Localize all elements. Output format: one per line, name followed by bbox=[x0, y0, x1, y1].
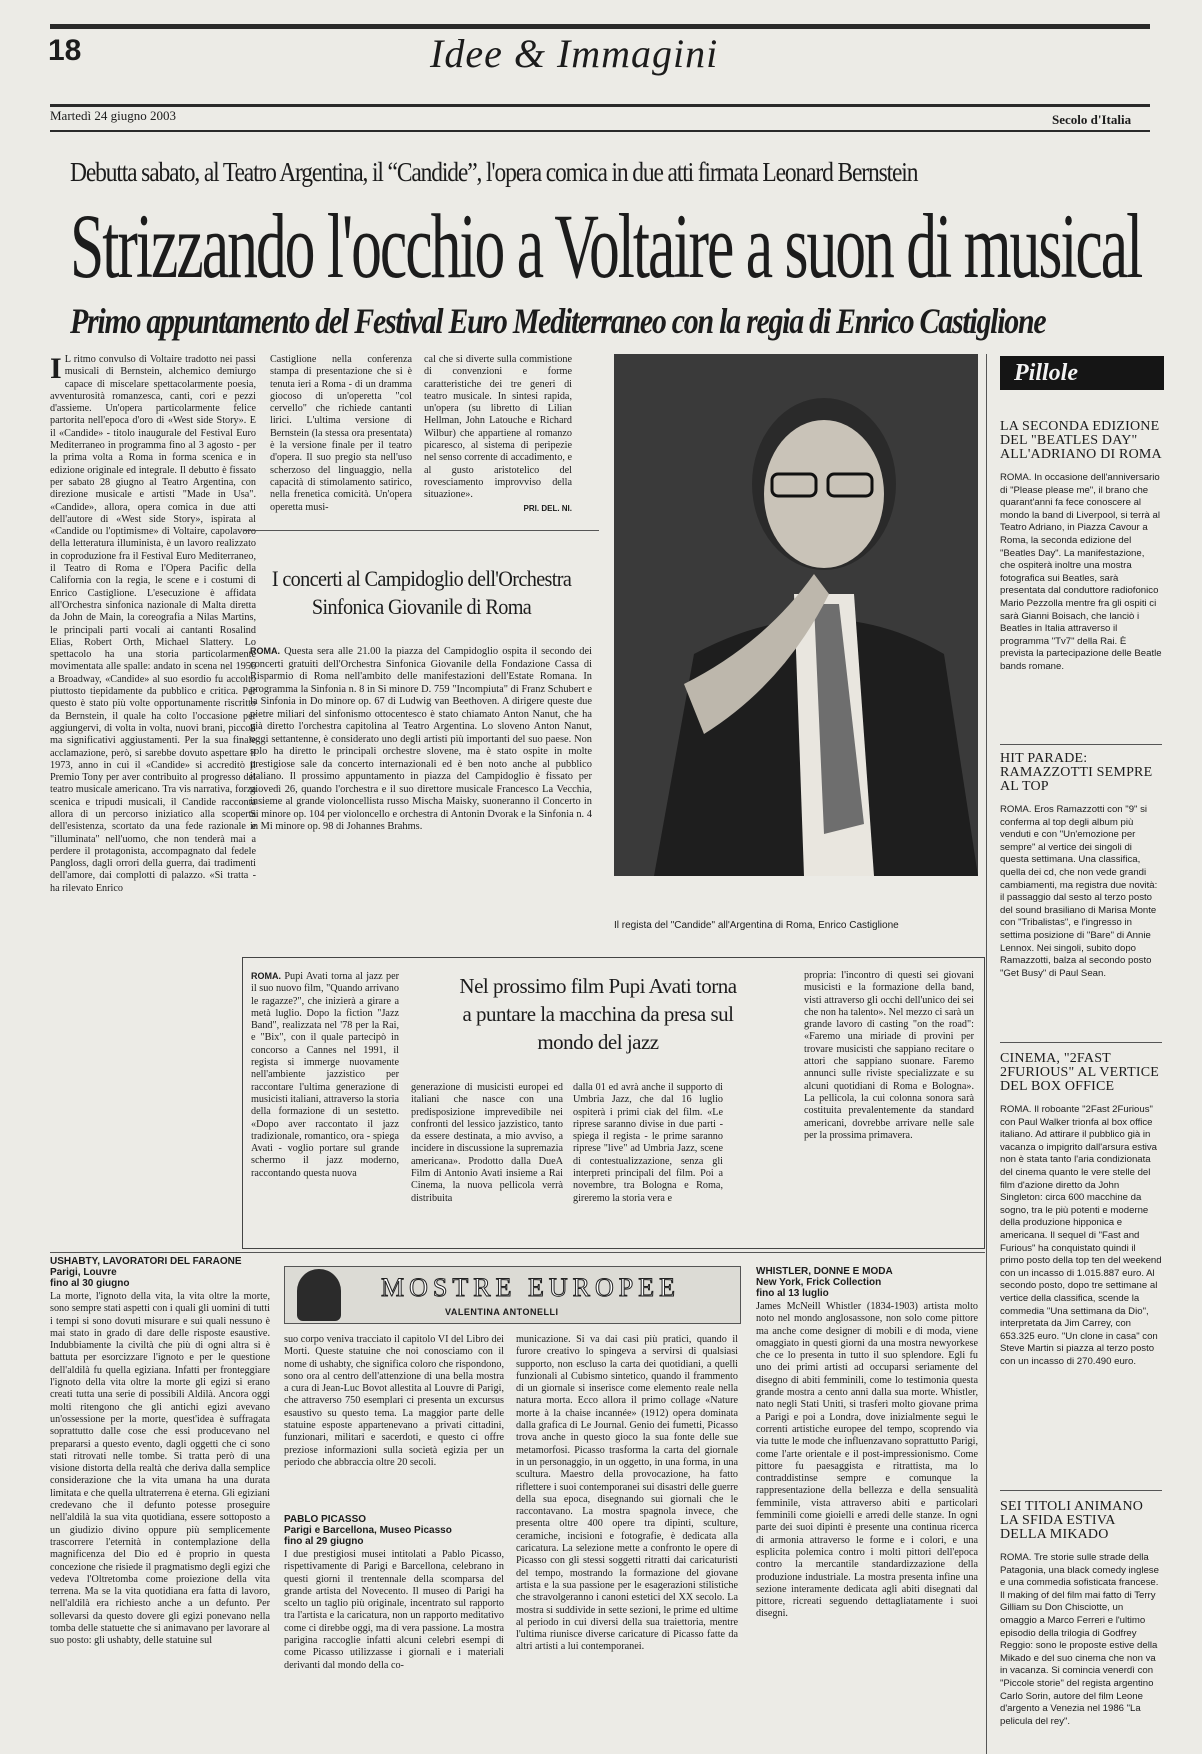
pillole-item-body: ROMA. Tre storie sulle strade della Patagonia, una black comedy inglese e una commedia sofisticata francese. Il making of del film mai fatto di Terry Gilliam su Don Chisciotte, un omaggio a Marco Ferreri e l'ultimo episodio della trilogia di Godfrey Reggio: sono le proposte estive della Mikado e del suo cinema che non va in vacanza. Si comincia venerdì con "Piccole storie" del regista argentino Carlo Sorin, autore del film Leone d'argento a Venezia nel 1986 "La pelicula del rey". bbox=[1000, 1552, 1159, 1727]
photo-caption: Il regista del "Candide" all'Argentina di Roma, Enrico Castiglione bbox=[614, 920, 899, 931]
campidoglio-headline: I concerti al Campidoglio dell'Orchestra Sinfonica Giovanile di Roma bbox=[271, 566, 572, 619]
lead-headline: Strizzando l'occhio a Voltaire a suon di musical bbox=[70, 195, 1142, 297]
campidoglio-dateline: ROMA. bbox=[250, 646, 280, 656]
picasso-until: fino al 29 giugno bbox=[284, 1536, 364, 1547]
avati-col4: propria: l'incontro di questi sei giovani musicisti e la formazione della band, visti attraverso gli occhi dell'unico dei sei che non ha talento». Nel mezzo ci sarà un grande lavoro di casting "on the road": «Faremo una miriade di provini per trovare musicisti che sappiano recitare o attori che sappiano suonare. Faremo annunci sulle riviste specializzate e su alcuni quotidiani di Roma e Bologna». La pellicola, la cui colonna sonora sarà costituita prevalentemente da standard americani, dovrebbe arrivare nelle sale per la prossima primavera. bbox=[804, 970, 974, 1141]
pillole-item-body: ROMA. In occasione dell'anniversario di "Please please me", il brano che quarant'anni fa fece conoscere al mondo la band di Liverpool, si terrà al Teatro Adriano, in Piazza Cavour a Roma, la seconda edizione del "Beatles Day". La manifestazione, che ospiterà inoltre una mostra fotografica sui Beatles, sarà presentata dal conduttore radiofonico Mario Pezzolla mentre fra gli ospiti ci sarà Gianni Boisach, che lanciò i Beatles in Italia attraverso il programma "Tv7" della Rai. È prevista la partecipazione delle Beatle bands romane. bbox=[1000, 472, 1162, 672]
lead-body-col1-text: L ritmo convulso di Voltaire tradotto nei passi musicali di Bernstein, alchemico demiurgo capace di miscelare spettacolarmente poesia, avventurosità romanzesca, canti, cori e pezzi d'assieme. Un'opera particolarmente felice partorita nell'epoca d'oro di «West side Story». E il «Candide» - titolo inaugurale del Festival Euro Mediterraneo in programma fino al 3 agosto - per la prima volta a Roma in forma scenica e in edizione originale ed integrale. Il debutto è fissato per sabato 28 giugno al Teatro Argentina, con direzione musicale e artisti "Made in Usa". «Candide», allora, opera comica in due atti dell'autore di «West side Story», ispirata al «Candide ou l'optimisme» di Voltaire, capolavoro della letteratura illuminista, è un lavoro realizzato in coproduzione fra il Festival Euro Mediterraneo, il Teatro di Roma e l'Opera Pacific della California con la regia, le scene e i costumi di Enrico Castiglione. L'esecuzione è affidata all'Orchestra sinfonica nazionale di Malta diretta da John de Main, la coreografia a Nilas Martins, le principali parti vocali ai cantanti Rosalind Elias, Robert Orth, Michael Slattery. Lo spettacolo ha una storia particolarmente movimentata alle spalle: andato in scena nel 1956 a Broadway, «Candide» al suo esordio fu accolto piuttosto tiepidamente da pubblico e critica. Per questo è stato più volte opportunamente riscritto da Bernstein, il quale ha colto l'occasione per aggiungervi, di volta in volta, nuovi brani, piccoli ma significativi aggiustamenti. Per la sua finale acclamazione, però, si sarebbe dovuto aspettare il 1973, anno in cui il «Candide» si accreditò il Premio Tony per aver contribuito al progresso del teatro musicale americano. Tra vis narrativa, forza scenica e tripudi musicali, il Candide racconta allora di un percorso iniziatico alla scoperta dell'esistenza, scortato da una fede razionale e "illuminata" nell'uomo, che non tenderà mai a perdere il protagonista, accompagnato dal fedele Pangloss, dagli orrori della guerra, dai tradimenti dell'amore, dai complotti di palazzo. «Si tratta - ha rilevato Enrico bbox=[50, 354, 256, 894]
pillole-item-cinema bbox=[1000, 1052, 1162, 1502]
ushabty-place: Parigi, Louvre bbox=[50, 1267, 117, 1278]
whistler-place: New York, Frick Collection bbox=[756, 1277, 882, 1288]
top-rule bbox=[50, 24, 1150, 29]
drop-cap: I bbox=[50, 354, 62, 385]
whistler-body: James McNeill Whistler (1834-1903) artista molto noto nel mondo anglosassone, non solo come pittore ma anche come designer di mobili e di moda, viene omaggiato in questi giorni da una mostra newyorkese che ce lo presenta in tutto il suo splendore. Egli fu uno dei primi artisti ad occuparsi seriamente del disegno di abiti femminili, come lo testimonia questa grande mostra a cento anni dalla sua morte. Whistler, nato negli Stati Uniti, si trasferì molto giovane prima a Parigi e poi a Londra, dove inizialmente seguì le correnti artistiche europee del tempo, scoprendo via via tutte le mode che influenzavano soprattutto Parigi, come l'arte orientale e il post-impressionismo. Come pittore fu paesaggista e ritrattista, ma lo contraddistinse sempre e comunque la rappresentazione della bellezza e della sensualità femminile, vista attraverso abiti e particolari femminili come gioielli e arredi delle stanze. In ogni parte dei suoi dipinti è presente una continua ricerca di armonia attraverso le forme e i colori, e una esplicita polemica contro i molti pittori dell'epoca contro la mercantile standardizzazione della produzione industriale. La mostra presenta infine una sezione interamente dedicata agli abiti disegnati dal pittore, ricreati seguendo dettagliatamente i suoi disegni. bbox=[756, 1301, 978, 1620]
whistler-article bbox=[756, 1266, 978, 1746]
pillole-header-text: Pillole bbox=[1014, 359, 1078, 386]
picasso-article bbox=[284, 1514, 504, 1746]
whistler-title: WHISTLER, DONNE E MODA bbox=[756, 1266, 893, 1277]
masthead-rule-bottom bbox=[50, 130, 1150, 132]
section-title bbox=[430, 30, 718, 77]
pillole-column bbox=[1000, 356, 1166, 1754]
pillole-item-body: ROMA. Eros Ramazzotti con "9" si conferma al top degli album più venduti e con "Un'emozione per sempre" al vertice dei singoli di questa settimana. Una classifica, quella dei cd, che non vede grandi cambiamenti, ma registra due novità: il passaggio dal sesto al terzo posto del sound brasiliano di Marisa Monte con "Tribalistas", e l'ingresso in settima posizione di "Bare" di Annie Lennox. Nei singoli, subito dopo Ramazzotti, balza al secondo posto "Get Busy" di Paul Sean. bbox=[1000, 804, 1158, 979]
whistler-until: fino al 13 luglio bbox=[756, 1288, 829, 1299]
lead-signature: PRI. DEL. NI. bbox=[523, 503, 572, 513]
pillole-item-title: LA SECONDA EDIZIONE DEL "BEATLES DAY" ALL'ADRIANO DI ROMA bbox=[1000, 419, 1162, 462]
ushabty-article bbox=[50, 1256, 270, 1746]
director-photo bbox=[614, 354, 978, 876]
lead-body-col2: Castiglione nella conferenza stampa di presentazione che si è tenuta ieri a Roma - di un dramma giocoso di un'operetta "col cervello" che richiede cantanti lirici. L'ultima versione di Bernstein (la stessa ora presentata) è la versione finale per il teatro d'opera. Il suo pregio sta nell'uso scherzoso del linguaggio, nella capacità di stimolamento satirico, nella frenetica comicità. Un'opera operetta musi- bbox=[270, 354, 412, 513]
page-date: Martedì 24 giugno 2003 bbox=[50, 108, 177, 123]
pillole-item-mikado bbox=[1000, 1500, 1162, 1752]
pillole-separator bbox=[1000, 1490, 1162, 1491]
mostre-author: VALENTINA ANTONELLI bbox=[445, 1307, 559, 1317]
pillole-separator bbox=[1000, 744, 1162, 745]
picasso-place: Parigi e Barcellona, Museo Picasso bbox=[284, 1525, 452, 1536]
lead-kicker: Debutta sabato, al Teatro Argentina, il “Candide”, l'opera comica in due atti firmata Leonard Bernstein bbox=[70, 157, 918, 187]
avati-headline: Nel prossimo film Pupi Avati torna a puntare la macchina da presa sul mondo del jazz bbox=[459, 974, 737, 1054]
pillole-item-beatles bbox=[1000, 420, 1162, 740]
mostre-banner-title: MOSTRE EUROPEE bbox=[381, 1273, 680, 1302]
avati-col1 bbox=[251, 970, 399, 1238]
ushabty-title: USHABTY, LAVORATORI DEL FARAONE bbox=[50, 1256, 242, 1267]
director-portrait bbox=[614, 354, 978, 876]
avati-col1-text: Pupi Avati torna al jazz per il suo nuovo film, "Quando arrivano le ragazze?", che inizierà a girare a metà luglio. Dopo la fiction "Jazz Band", realizzata nel '78 per la Rai, e "Bix", con il quale partecipò in concorso a Cannes nel 1991, il regista si immerge nuovamente nell'ambiente jazzistico per raccontare l'ultima generazione di musicisti italiani, attraverso la storia della formazione di un sestetto. «Dopo aver raccontato il jazz tradizionale, romantico, ora - spiega Avati - voglio portare sul grande schermo il jazz moderno, raccontando questa nuova bbox=[251, 971, 399, 1179]
ushabty-until: fino al 30 giugno bbox=[50, 1278, 130, 1289]
newspaper-name: Secolo d'Italia bbox=[1052, 112, 1132, 127]
picasso-title: PABLO PICASSO bbox=[284, 1514, 367, 1525]
avati-col2: generazione di musicisti europei ed italiani che nasce con una predisposizione imprevedibile nei confronti del lessico jazzistico, tanto da essere destinata, a mio avviso, a incidere in discussione la supremazia americana». Prodotto dalla DueA Film di Antonio Avati insieme a Rai Cinema, la nuova pellicola verrà distribuita bbox=[411, 1082, 563, 1204]
avati-box bbox=[242, 957, 985, 1249]
pillole-separator bbox=[1000, 1042, 1162, 1043]
pillole-item-body: ROMA. Il roboante "2Fast 2Furious" con Paul Walker trionfa al box office italiano. Ad attirare il pubblico già in vacanza o impigrito dall'arsura estiva non è stata tanto l'aria condizionata del cinema quanto le vere stelle del film d'azione diretto da John Singleton: circa 600 macchine da sogno, tra le più potenti e moderne della produzione hipponica e americana. Il sequel di "Fast and Furious" ha conquistato quindi il primo posto della top ten del weekend con un incasso di 1.015.887 euro. Al secondo posto, dopo tre settimane al vertice della classifica, scende la commedia "Una settimana da Dio", interpretata da Jim Carrey, con 653.325 euro. "Un clone in casa" con Steve Martin si piazza al terzo posto con un incasso di 270.490 euro. bbox=[1000, 1104, 1162, 1367]
section-title-text: Idee & Immagini bbox=[430, 31, 719, 76]
page-number: 18 bbox=[48, 34, 82, 67]
campidoglio-body bbox=[250, 645, 592, 935]
ushabty-body: La morte, l'ignoto della vita, la vita oltre la morte, sono sempre stati aspetti con i quali gli uomini di tutti i tempi si sono dovuti misurare e sui quali nessuno è mai stato in grado di dare delle risposte esaustive. Indubbiamente la civiltà che più di ogni altra si è battuta per esorcizzare l'ignoto e per le questione dell'aldilà fu quella egiziana. Infatti per fronteggiare l'ignoto della vita oltre la morte gli egizi si erano creati tutta una serie di possibili Aldilà. Ancora oggi molti ritengono che gli antichi egizi avevano un'ossessione per la morte, quest'idea è suffragata soprattutto dalle cose che essi producevano nel prepararsi a questo evento, dagli oggetti che ci sono stati ritrovati nelle tombe. Si tratta però di una visione distorta della realtà che deriva dalla semplice considerazione che la vita umana ha una durata limitata e che quella ultraterrena è eterna. Gli egiziani credevano che il defunto potesse proseguire nell'aldilà la sua vita quotidiana, essere sottoposto a un giudizio divino oppure più semplicemente trascorrere l'eternità in contemplazione della magnificenza del Dio ed è proprio in questa concezione che risiede il pragmatismo degli egizi che vedeva l'Oltretomba come proiezione della vita terrena. Ma se la vita quotidiana era fatta di lavoro, nell'aldilà era richiesto anche a un defunto. Per sollevarsi da questo dovere gli egizi ponevano nella tomba delle statuette che si animavano per lavorare al suo posto: gli ushabty, delle statuine sul bbox=[50, 1291, 270, 1647]
mostre-avatar bbox=[297, 1269, 341, 1321]
lead-subheadline: Primo appuntamento del Festival Euro Mediterraneo con la regia di Enrico Castiglione bbox=[70, 301, 1046, 341]
ushabty-continued: suo corpo veniva tracciato il capitolo VI del Libro dei Morti. Queste statuine che noi conosciamo con il nome di ushabty, che significa coloro che rispondono, sono ora al centro dell'attenzione di una bella mostra a cura di Jean-Luc Bovot allestita al Louvre di Parigi, che attraverso 750 esemplari ci presenta un excursus esaustivo su questo tema. La maggior parte delle statuine esposte appartenevano a privati cittadini, funzionari, militari e sacerdoti, e questo ci offre preziose informazioni sulla società egizia per un periodo che abbraccia oltre 20 secoli. bbox=[284, 1334, 504, 1468]
pillole-item-title: CINEMA, "2FAST 2FURIOUS" AL VERTICE DEL BOX OFFICE bbox=[1000, 1051, 1159, 1094]
campidoglio-text: Questa sera alle 21.00 la piazza del Campidoglio ospita il secondo dei concerti gratuiti dell'Orchestra Sinfonica Giovanile della Fondazione Cassa di Risparmio di Roma nell'ambito delle manifestazioni dell'Estate Romana. In programma la Sinfonia n. 8 in Si minore D. 759 "Incompiuta" di Franz Schubert e la Sinfonia in Do minore op. 67 di Ludwig van Beethoven. A dirigere queste due pietre miliari del sinfonismo ottocentesco è stato chiamato Anton Nanut, che ha già diretto l'orchestra capitolina al Teatro Argentina. Lo sloveno Anton Nanut, oggi settantenne, è considerato uno degli artisti più importanti del suo paese. Non solo ha diretto le principali orchestre slovene, ma è stato ospite in molte prestigiose sale da concerto internazionali ed è ben noto anche al pubblico italiano. Il prossimo appuntamento in piazza del Campidoglio è fissato per giovedì 26, quando l'orchestra e il suo direttore musicale Francesco La Vecchia, insieme al grande violoncellista russo Mischa Maisky, suoneranno il Concerto in Si minore op. 104 per violoncello e orchestra di Antonin Dvorak e la Sinfonia n. 4 in Mi minore op. 98 di Johannes Brahms. bbox=[250, 646, 592, 832]
lead-body-col3 bbox=[424, 354, 572, 522]
pillole-item-title: SEI TITOLI ANIMANO LA SFIDA ESTIVA DELLA MIKADO bbox=[1000, 1499, 1144, 1542]
picasso-continued: municazione. Si va dai casi più pratici, quando il furore creativo lo spingeva a servirsi di qualsiasi supporto, non escluso la carta dei quotidiani, a quelli funzionali al Cubismo sintetico, quando il frammento di un giornale si inserisce come elemento reale nella natura morta. Ecco allora il primo collage «Nature morte à la chaise incannée» (1912) opera dominata dalla grafica di Le Journal. Genio dei fumetti, Picasso trova anche in questo gioco la sua fonte delle sue metamorfosi. Picasso trasforma la carta del giornale in un personaggio, in un oggetto, in una forma, in una scultura. Maestro della provocazione, ha fatto riflettere i suoi contemporanei sui disastri delle guerre della sua epoca, disegnando sui giornali che le raccontavano. La mostra spagnola invece, che presenta oltre 400 opere tra dipinti, sculture, ceramiche, incisioni e fotografie, è dedicata alla caricatura. La selezione mette a confronto le opere di Picasso con gli stessi soggetti ritratti dai caricaturisti del tempo, mostrando la formazione del giovane artista e la sua passione per le esagerazioni stilistiche che stravolgeranno i canoni estetici del XX secolo. La mostra si suddivide in sette sezioni, le prime ed ultime al periodo in cui diversi della sua traiettoria, mentre l'ultima riunisce diverse caricature di Picasso fatte da altri artisti a lui contemporanei. bbox=[516, 1334, 738, 1653]
pillole-item-title: HIT PARADE: RAMAZZOTTI SEMPRE AL TOP bbox=[1000, 751, 1153, 794]
mostre-banner bbox=[284, 1266, 741, 1324]
pillole-item-hitparade bbox=[1000, 752, 1162, 1074]
pillole-header bbox=[1000, 356, 1164, 390]
avati-dateline: ROMA. bbox=[251, 971, 281, 981]
avati-col3: dalla 01 ed avrà anche il supporto di Umbria Jazz, che dal 16 luglio ospiterà i primi ciak del film. «Le riprese saranno divise in due parti - spiega il regista - le prime saranno riprese "live" ad Umbria Jazz, scene di contestualizzazione, senza gli interpreti principali del film. Poi a novembre, tra Bologna e Roma, gireremo la storia vera e bbox=[573, 1082, 723, 1204]
mostre-top-rule bbox=[50, 1252, 985, 1253]
pillole-divider bbox=[986, 354, 987, 1754]
masthead-rule bbox=[50, 104, 1150, 107]
lead-body-col3-text: cal che si diverte sulla commistione di convenzioni e forme caratteristiche dei tre generi di teatro musicale. In sintesi rapida, un'opera (su libretto di Lilian Hellman, John Latouche e Richard Wilbur) che appartiene al romanzo picaresco, al sistema di peripezie nel senso corrente di accadimento, e al gusto aristotelico del rovesciamento improvviso della situazione». bbox=[424, 354, 572, 501]
campidoglio-box bbox=[244, 530, 599, 951]
picasso-body: I due prestigiosi musei intitolati a Pablo Picasso, rispettivamente di Parigi e Barcellona, celebrano in questi giorni il trentennale della scomparsa del grande artista del Novecento. Il museo di Parigi ha scelto un taglio più originale, incentrato sul rapporto tra l'artista e la caricatura, non un rapporto meditativo come ci direbbe oggi, ma di vera passione. La mostra parigina raccoglie infatti alcuni celebri esempi di come Picasso utilizzasse i giornali e i materiali derivanti dal mondo della co- bbox=[284, 1549, 504, 1671]
